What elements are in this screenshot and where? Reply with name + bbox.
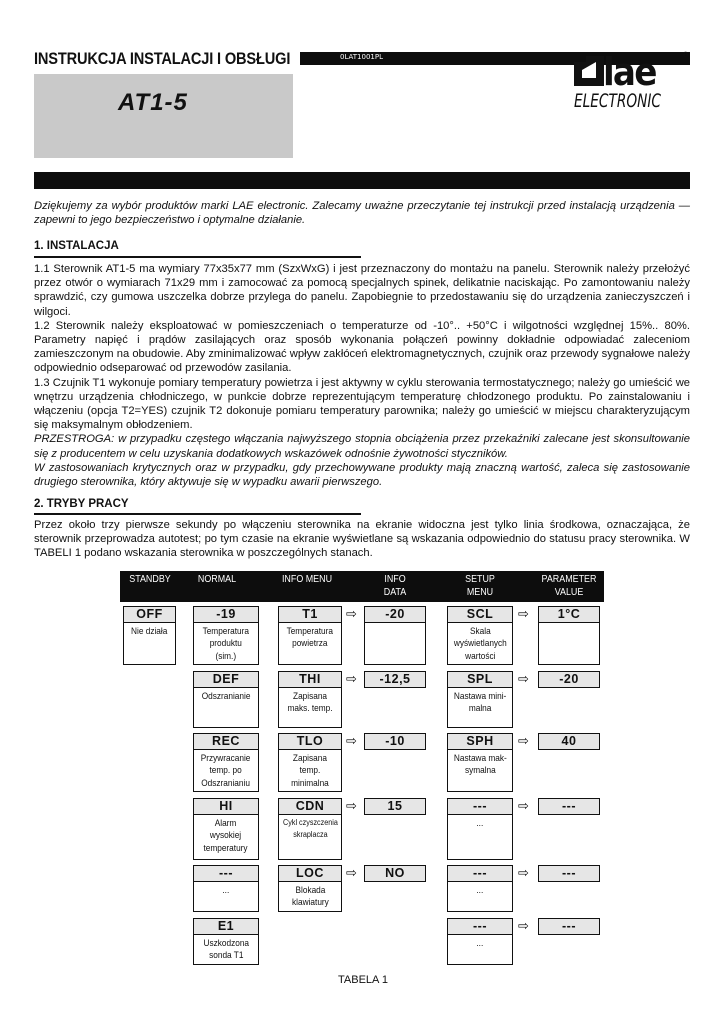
arrow-icon: ⇨ (346, 672, 357, 687)
info-value: 15 (364, 798, 426, 815)
setup-desc: Nastawa mak- symalna (447, 750, 513, 792)
info-desc: Temperatura powietrza (278, 623, 342, 665)
info-value-box (364, 623, 426, 665)
header-divider-bar (34, 172, 690, 189)
section-2-title: 2. TRYBY PRACY (34, 498, 129, 510)
normal-desc: Przywracanie temp. po Odszranianiu (193, 750, 259, 792)
normal-code: -19 (193, 606, 259, 623)
param-value: -20 (538, 671, 600, 688)
document-title: INSTRUKCJA INSTALACJI I OBSŁUGI (34, 49, 291, 68)
info-code: LOC (278, 865, 342, 882)
info-code: TLO (278, 733, 342, 750)
arrow-icon: ⇨ (518, 866, 529, 881)
section-2-rule (34, 513, 361, 515)
normal-desc: Odszranianie (193, 688, 259, 728)
header-normal: NORMAL (197, 573, 237, 585)
info-desc: Zapisana maks. temp. (278, 688, 342, 728)
arrow-icon: ⇨ (518, 799, 529, 814)
section-1-title: 1. INSTALACJA (34, 240, 119, 252)
intro-text: Dziękujemy za wybór produktów marki LAE electronic. Zalecamy uważne przeczytanie tej instrukcji przed instalacją urządzenia — zapewni to jego bezpieczeństwo i optymalne działanie. (34, 200, 690, 227)
setup-desc: Skala wyświetlanych wartości (447, 623, 513, 665)
arrow-icon: ⇨ (518, 672, 529, 687)
info-value: -12,5 (364, 671, 426, 688)
setup-code: SCL (447, 606, 513, 623)
logo-subtitle: ELECTRONIC (574, 90, 661, 112)
normal-desc: ... (193, 882, 259, 912)
header-parameter-value: PARAMETER VALUE (541, 573, 597, 598)
param-value: --- (538, 918, 600, 935)
setup-desc: ... (447, 815, 513, 860)
normal-desc: Alarm wysokiej temperatury (193, 815, 259, 860)
normal-desc: Uszkodzona sonda T1 (193, 935, 259, 965)
info-desc: Zapisana temp. minimalna (278, 750, 342, 792)
setup-desc: Nastawa mini- malna (447, 688, 513, 728)
normal-code: HI (193, 798, 259, 815)
param-value: 1°C (538, 606, 600, 623)
normal-desc: Temperatura produktu (sim.) (193, 623, 259, 665)
header-setup-menu: SETUP MENU (465, 573, 495, 598)
info-code: CDN (278, 798, 342, 815)
info-value: NO (364, 865, 426, 882)
arrow-icon: ⇨ (518, 607, 529, 622)
param-value: --- (538, 798, 600, 815)
paragraph-1-2: 1.2 Sterownik należy eksploatować w pomieszczeniach o temperaturze od -10°.. +50°C i wilgotności względnej 15%.. 80%. Parametry napięć i prądów zasilających oraz sposób wykonania połączeń powinny dokładnie odpowiadać zaleceniom zamieszczonym na obudowie. Aby zminimalizować wpływ zakłóceń elektromagnetycznych, czujnik oraz przewody sygnałowe należy odpowiednio odseparować od przewodów zasilania. (34, 319, 690, 375)
standby-desc: Nie działa (123, 623, 176, 665)
warning-paragraph: PRZESTROGA: w przypadku częstego włączania najwyższego stopnia obciążenia przez przekaźniki zalecane jest skonsultowanie się z producentem w celu uzyskania dodatkowych wskazówek odnośnie żywotności styczników. (34, 433, 690, 460)
arrow-icon: ⇨ (346, 799, 357, 814)
section-2-body: Przez około trzy pierwsze sekundy po włączeniu sterownika na ekranie widoczna jest tylko linia środkowa, oznaczająca, że sterownik przeprowadza autotest; po tym czasie na ekranie wyświetlane są wskazania odpowiednio do statusu pracy sterownika. W TABELI 1 podano wskazania sterownika w poszczególnych stanach. (34, 519, 690, 560)
info-desc: Blokada klawiatury (278, 882, 342, 912)
section-1-rule (34, 256, 361, 258)
setup-code: --- (447, 865, 513, 882)
lae-logo-mark (574, 56, 604, 88)
setup-desc: ... (447, 882, 513, 912)
arrow-icon: ⇨ (518, 919, 529, 934)
param-value-box (538, 623, 600, 665)
section-1-body (34, 262, 690, 489)
arrow-icon: ⇨ (346, 607, 357, 622)
info-code: T1 (278, 606, 342, 623)
setup-code: SPH (447, 733, 513, 750)
standby-code: OFF (123, 606, 176, 623)
table-caption: TABELA 1 (338, 974, 388, 986)
info-value: -10 (364, 733, 426, 750)
header-info-menu: INFO MENU (281, 573, 333, 585)
normal-code: --- (193, 865, 259, 882)
info-code: THI (278, 671, 342, 688)
arrow-icon: ⇨ (346, 734, 357, 749)
normal-code: REC (193, 733, 259, 750)
normal-code: DEF (193, 671, 259, 688)
setup-desc: ... (447, 935, 513, 965)
model-name: AT1-5 (118, 89, 188, 116)
header-info-data: INFO DATA (383, 573, 407, 598)
setup-code: --- (447, 918, 513, 935)
param-value: 40 (538, 733, 600, 750)
info-desc: Cykl czyszczenia skraplacza (278, 815, 342, 860)
registered-mark: ® (683, 52, 689, 59)
header-standby: STANDBY (129, 573, 171, 585)
param-value: --- (538, 865, 600, 882)
logo-text: lae (603, 50, 656, 94)
info-value: -20 (364, 606, 426, 623)
arrow-icon: ⇨ (346, 866, 357, 881)
paragraph-1-3: 1.3 Czujnik T1 wykonuje pomiary temperatury powietrza i jest aktywny w cyklu sterowania termostatycznego; należy go umieścić we wnętrzu urządzenia chłodniczego, w punkcie dobrze reprezentującym temperaturę chłodzonego produktu. Po zainstalowaniu i włączeniu (opcja T2=YES) czujnik T2 dokonuje pomiaru temperatury parownika; należy go umieścić w miejscu charakteryzującym się maksymalnym obłodzeniem. (34, 376, 690, 432)
arrow-icon: ⇨ (518, 734, 529, 749)
paragraph-1-1: 1.1 Sterownik AT1-5 ma wymiary 77x35x77 mm (SzxWxG) i jest przeznaczony do montażu na panelu. Sterownik należy przełożyć przez otwór o wymiarach 71x29 mm i zamocować za pomocą specjalnych spinek, delikatnie naciskając. Po zamontowaniu należy sprawdzić, czy gumowa uszczelka dobrze przylega do panelu. Zapobiegnie to przedostawaniu się do urządzenia zanieczyszczeń i wilgoci. (34, 263, 690, 318)
setup-code: --- (447, 798, 513, 815)
critical-use-paragraph: W zastosowaniach krytycznych oraz w przypadku, gdy przechowywane produkty mają znaczną wartość, zaleca się zastosowanie drugiego sterownika, który aktywuje się w wypadku awarii pierwszego. (34, 461, 690, 489)
normal-code: E1 (193, 918, 259, 935)
document-code: 0LAT1001PL (340, 53, 383, 61)
setup-code: SPL (447, 671, 513, 688)
